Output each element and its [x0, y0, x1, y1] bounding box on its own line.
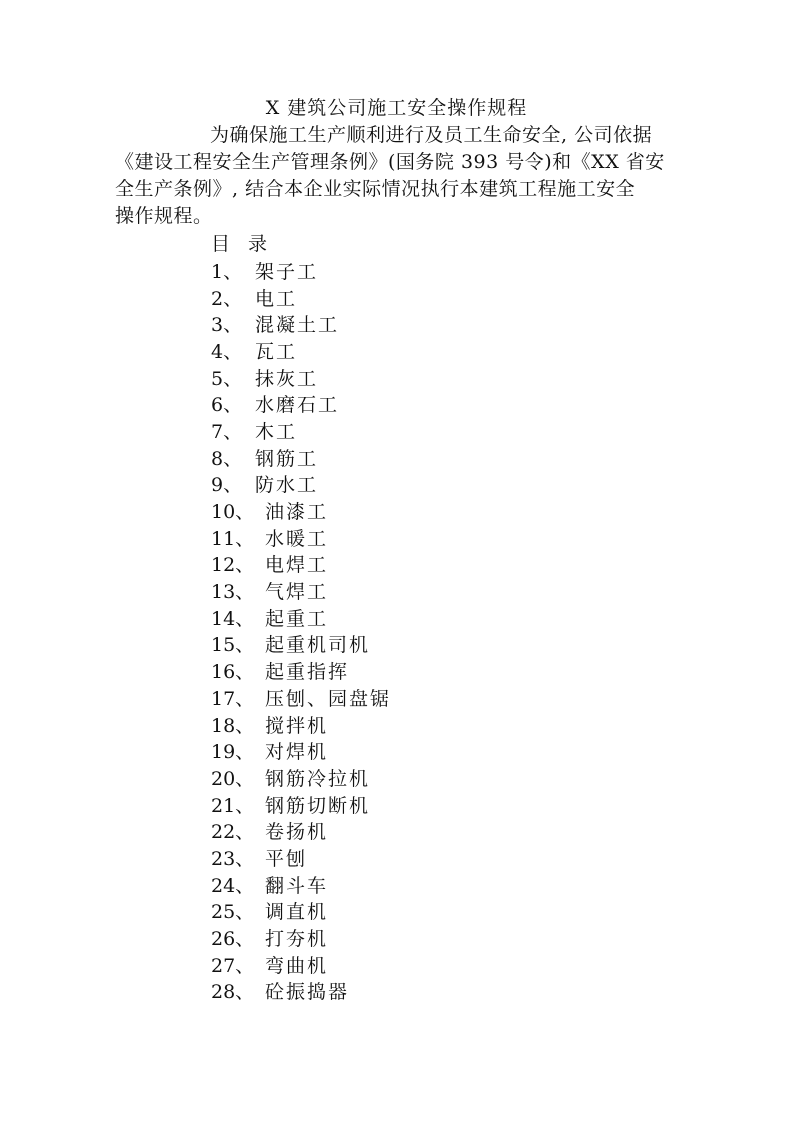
toc-item [211, 711, 391, 738]
toc-item-label: 卷扬机 [265, 821, 329, 844]
toc-item-number: 9、 [211, 474, 243, 497]
toc-item [211, 444, 391, 471]
toc-item-number: 26、 [211, 928, 255, 951]
toc-item-number: 2、 [211, 287, 243, 310]
toc-item-label: 打夯机 [265, 928, 329, 951]
toc-item [211, 257, 391, 284]
toc-item [211, 524, 391, 551]
toc-item [211, 310, 391, 337]
toc-item-number: 14、 [211, 607, 255, 630]
toc-item [211, 764, 391, 791]
toc-item-number: 6、 [211, 394, 243, 417]
toc-item-label: 钢筋切断机 [265, 794, 371, 817]
toc-item-label: 气焊工 [265, 581, 329, 604]
toc-item-label: 平刨 [265, 847, 308, 870]
toc-item-label: 对焊机 [265, 741, 329, 764]
toc-item-number: 4、 [211, 340, 243, 363]
toc-item-label: 压刨、园盘锯 [265, 687, 392, 710]
intro-paragraph [115, 122, 700, 230]
toc-item [211, 951, 391, 978]
intro-line: 《建设工程安全生产管理条例》(国务院 393 号令)和《XX 省安 [115, 151, 665, 173]
toc-item-number: 3、 [211, 314, 243, 337]
document-title: X 建筑公司施工安全操作规程 [265, 97, 528, 119]
toc-item-label: 抹灰工 [255, 367, 319, 390]
toc-item-number: 21、 [211, 794, 255, 817]
toc-item-number: 13、 [211, 581, 255, 604]
toc-item [211, 577, 391, 604]
toc-item-label: 水暖工 [265, 527, 329, 550]
toc-item [211, 551, 391, 578]
toc-item [211, 631, 391, 658]
toc-item-number: 1、 [211, 260, 243, 283]
intro-line: 为确保施工生产顺利进行及员工生命安全, 公司依据 [210, 124, 653, 146]
toc-item [211, 657, 391, 684]
toc-item-label: 电工 [255, 287, 298, 310]
toc-item [211, 924, 391, 951]
toc-item [211, 817, 391, 844]
toc-item [211, 337, 391, 364]
toc-item-number: 17、 [211, 687, 255, 710]
toc-item-number: 24、 [211, 874, 255, 897]
intro-line: 全生产条例》, 结合本企业实际情况执行本建筑工程施工安全 [115, 178, 636, 200]
toc-item [211, 604, 391, 631]
toc-item-number: 11、 [211, 527, 255, 550]
toc-item-number: 19、 [211, 741, 255, 764]
toc-item [211, 978, 391, 1005]
toc-item-number: 20、 [211, 767, 255, 790]
toc-item [211, 791, 391, 818]
toc-item-label: 水磨石工 [255, 394, 340, 417]
toc-item-number: 16、 [211, 661, 255, 684]
toc-item-number: 10、 [211, 501, 255, 524]
toc-item-label: 砼振捣器 [265, 981, 350, 1004]
toc-item-label: 调直机 [265, 901, 329, 924]
toc-item-label: 油漆工 [265, 501, 329, 524]
toc-item [211, 871, 391, 898]
toc-item-label: 钢筋工 [255, 447, 319, 470]
toc-heading: 目 录 [211, 233, 274, 255]
toc-item-label: 起重机司机 [265, 634, 371, 657]
toc-item [211, 497, 391, 524]
toc-item [211, 737, 391, 764]
toc-item-label: 搅拌机 [265, 714, 329, 737]
toc-item-number: 28、 [211, 981, 255, 1004]
toc-item-label: 起重工 [265, 607, 329, 630]
toc-item [211, 364, 391, 391]
toc-item-number: 27、 [211, 954, 255, 977]
toc-item-number: 15、 [211, 634, 255, 657]
toc-item [211, 417, 391, 444]
toc-item-number: 7、 [211, 420, 243, 443]
toc-item-number: 5、 [211, 367, 243, 390]
toc-item-number: 23、 [211, 847, 255, 870]
toc-item-label: 瓦工 [255, 340, 298, 363]
toc-item-label: 混凝土工 [255, 314, 340, 337]
toc-item-label: 钢筋冷拉机 [265, 767, 371, 790]
toc-item [211, 390, 391, 417]
intro-line: 操作规程。 [115, 205, 213, 227]
toc-item-label: 架子工 [255, 260, 319, 283]
toc-item [211, 844, 391, 871]
table-of-contents [211, 257, 391, 1004]
toc-item [211, 898, 391, 925]
toc-item-number: 25、 [211, 901, 255, 924]
toc-item-number: 12、 [211, 554, 255, 577]
toc-item-label: 木工 [255, 420, 298, 443]
toc-item-label: 翻斗车 [265, 874, 329, 897]
toc-item-number: 18、 [211, 714, 255, 737]
toc-item-number: 8、 [211, 447, 243, 470]
toc-item-label: 防水工 [255, 474, 319, 497]
toc-item [211, 284, 391, 311]
toc-item [211, 471, 391, 498]
toc-item [211, 684, 391, 711]
toc-item-label: 电焊工 [265, 554, 329, 577]
toc-item-number: 22、 [211, 821, 255, 844]
toc-item-label: 起重指挥 [265, 661, 350, 684]
toc-item-label: 弯曲机 [265, 954, 329, 977]
